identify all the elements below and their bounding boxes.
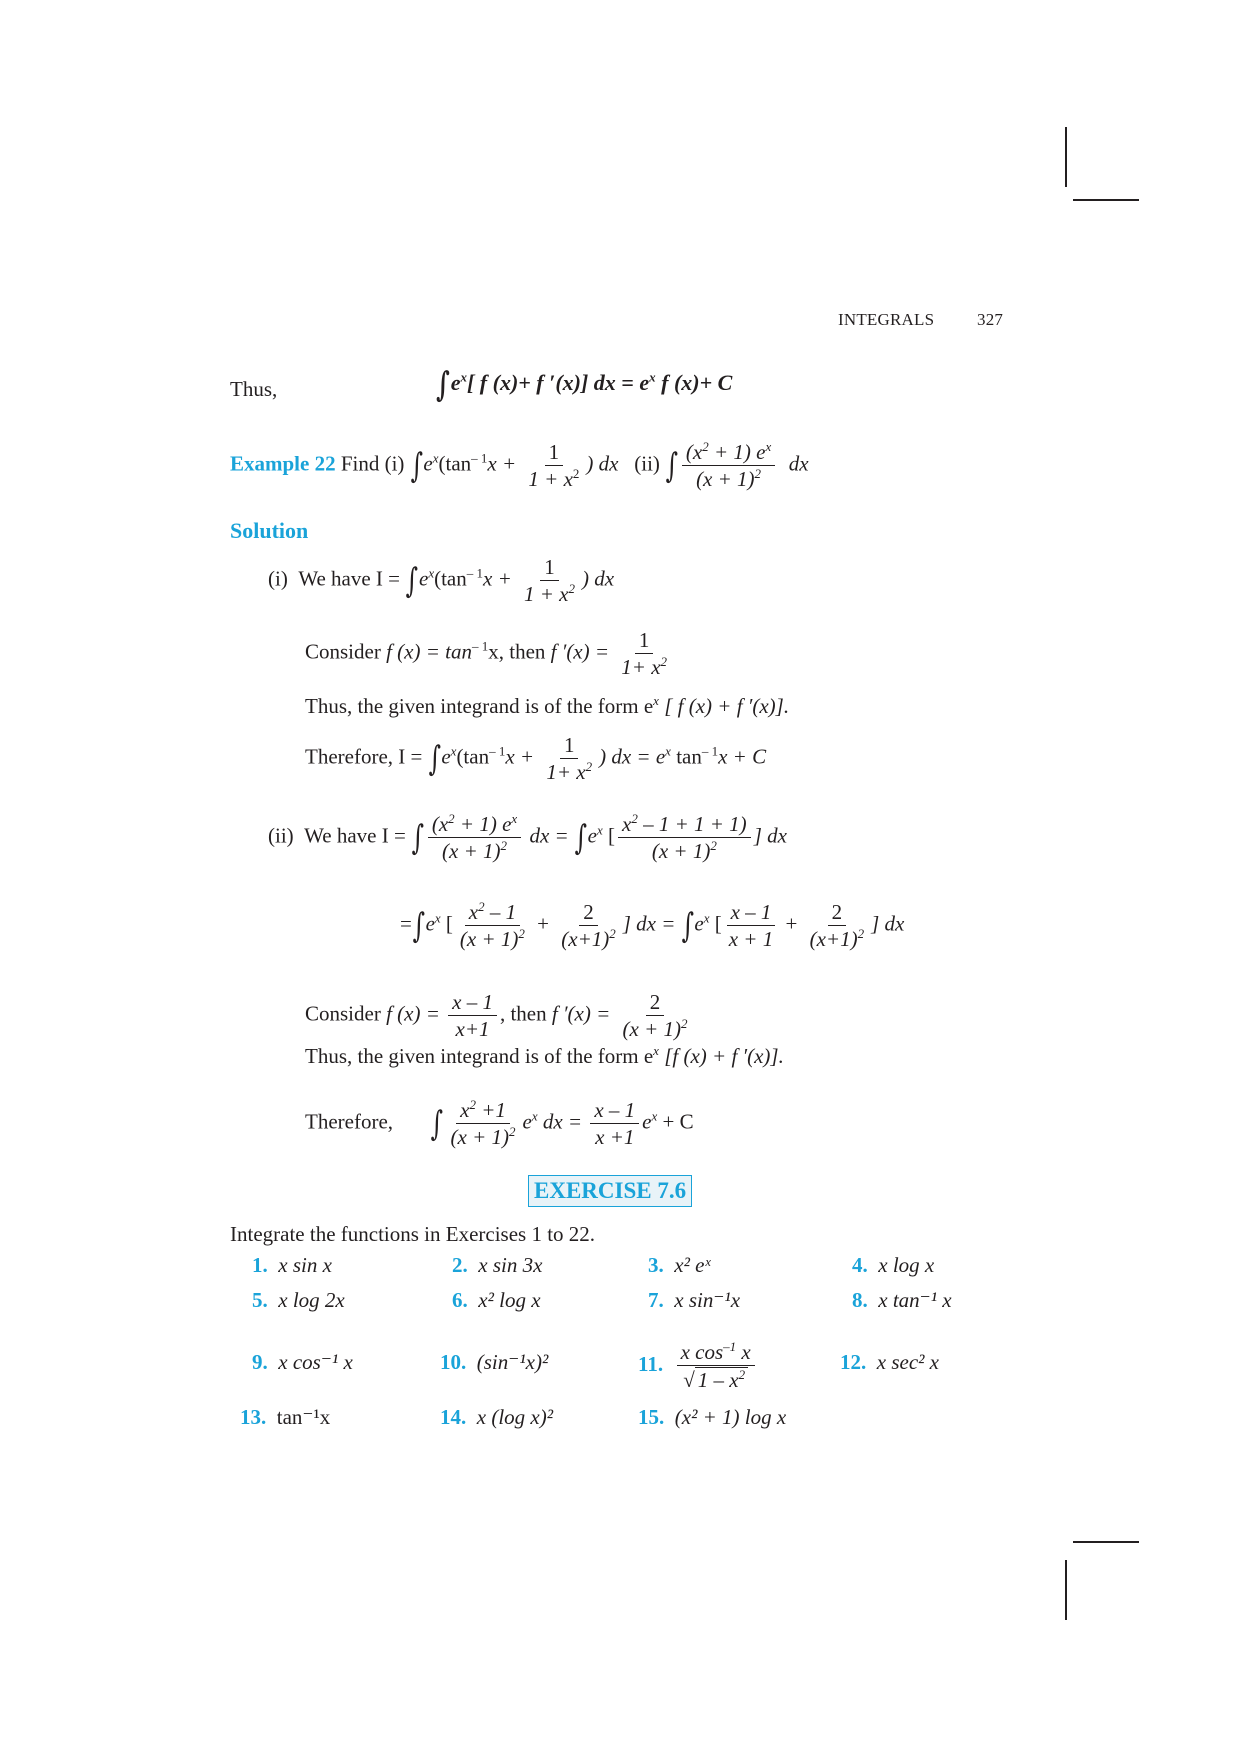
thus-form-1: Thus, the given integrand is of the form $e^x$ [ f (x) + f ′(x)]. [305,693,790,718]
exercise-item: 8. x tan⁻¹ x [852,1288,952,1312]
exercise-item: 4. x log x [852,1253,935,1277]
exercise-item: 2. x sin 3x [452,1253,543,1277]
consider-2: Consider f (x) = $\frac{x - 1}{x+1}$ , then f ′(x) = $\frac{2}{(x + 1)^2}$ [305,990,688,1042]
example-label: Example 22 [230,451,336,476]
solution-i-line: (i) We have $I = \int e^x(\tan^{- 1}x$ + $\frac{1}{1 + x^2}$ ) dx [268,555,615,607]
solution-heading: Solution [230,518,309,543]
exercise-item: 5. x log 2x [252,1288,345,1312]
exercise-item: 14. x (log x)² [440,1405,554,1429]
exercise-item: 3. x² eˣ [648,1253,711,1277]
solution-ii-line: (ii) We have I = ∫ $\frac{(x^2 + 1) e^x}{(x + 1)^2}$ dx = $\int e^x$ [ $\frac{x^2 - 1 + 1 + 1)}{(x + 1)^2}$ ] dx [268,811,787,864]
crop-mark-bottom-vertical [1065,1560,1067,1620]
exercise-item: 1. x sin x [252,1253,332,1277]
crop-mark-bottom-horizontal [1073,1541,1139,1543]
exercise-item: 15. (x² + 1) log x [638,1405,787,1429]
exercise-item: 12. x sec² x [840,1350,940,1374]
exercise-item: 7. x sin⁻¹x [648,1288,741,1312]
exercise-item: 10. (sin⁻¹x)² [440,1350,549,1374]
solution-ii-line-2: $=\int e^x$ [ $\frac{x^2 - 1}{(x + 1)^2}$ + $\frac{2}{(x+1)^2}$ ] dx = $\int e^x$ [ $\frac{x - 1}{x + 1}$ + $\frac{2}{(x+1)^2}$ ] dx [400,899,905,952]
running-header-chapter: INTEGRALS [838,310,935,329]
integral-sign: ∫ [435,365,450,405]
crop-mark-top-vertical [1065,127,1067,187]
crop-mark-top-horizontal [1073,199,1139,201]
consider-1: Consider f $(x) = \tan^{- 1}x$, then f ′(x) = $\frac{1}{1+ x^2}$ [305,628,668,680]
page-number: 327 [977,310,1004,329]
therefore-1: Therefore, $I = \int e^x(\tan^{- 1}x$ + $\frac{1}{1+ x^2}$ ) dx = $e^x$ $\tan^{- 1}x + C$ [305,733,767,785]
exercise-title: EXERCISE 7.6 [528,1175,692,1207]
exercise-item: 11. $\frac{x \cos^{-1} x}{√ 1 - x^2}$ [638,1340,758,1392]
exercise-item: 6. x² log x [452,1288,541,1312]
exercise-item: 9. x cos⁻¹ x [252,1350,353,1374]
example-22: Example 22 Find (i) $\int e^x(\tan^{- 1}x$ + $\frac{1}{1 + x^2}$ ) dx (ii) ∫ $\frac{(x^2 + 1) e^x}{(x + 1)^2}$ dx [230,439,809,492]
thus-form-2: Thus, the given integrand is of the form $e^x$ [f (x) + f ′(x)]. [305,1043,784,1068]
thus-label: Thus, [230,377,278,401]
exercise-item: 13. tan⁻¹x [240,1405,331,1429]
therefore-2: Therefore, ∫ $\frac{x^2 +1}{(x + 1)^2}$ $e^x$ dx = $\frac{x - 1}{x +1}$ $e^x + C$ [305,1097,694,1150]
thus-formula: $\int e^x$[ f (x)+ f ′(x)] dx = $e^x$ f (x)+ C [435,365,733,405]
exercise-intro: Integrate the functions in Exercises 1 to 22. [230,1222,596,1246]
